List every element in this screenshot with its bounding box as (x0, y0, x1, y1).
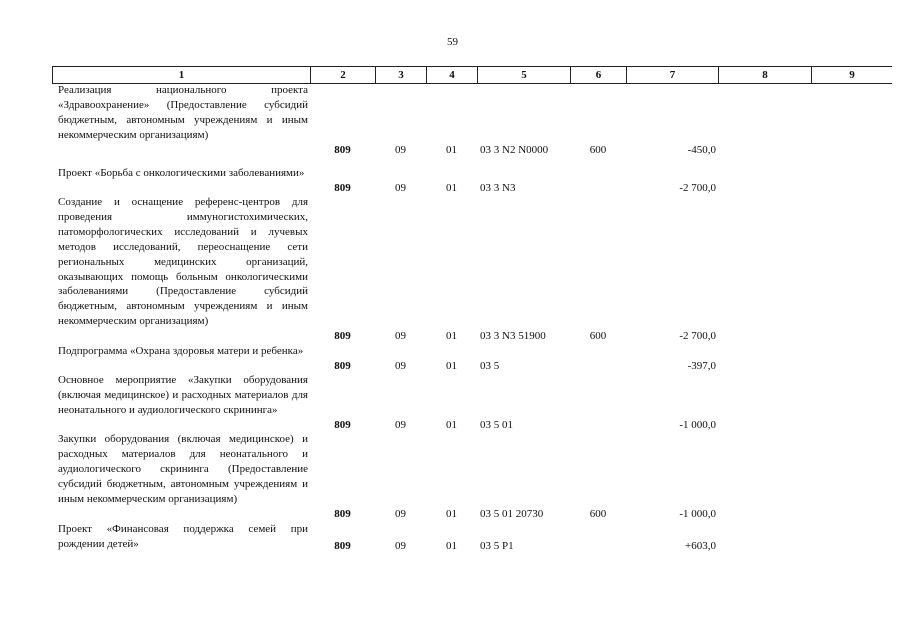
row-subsection: 01 (446, 330, 457, 342)
row-admin-code: 809 (334, 419, 351, 431)
row-admin-code: 809 (334, 360, 351, 372)
row-subsection: 01 (446, 508, 457, 520)
row-amount: -397,0 (687, 360, 716, 372)
row-section: 09 (395, 182, 406, 194)
row-section: 09 (395, 540, 406, 552)
row-description: Подпрограмма «Охрана здоровья матери и ребенка» (58, 345, 304, 357)
row-amount: -1 000,0 (679, 508, 716, 520)
row-target-article: 03 3 N3 (480, 182, 516, 194)
row-section: 09 (395, 508, 406, 520)
row-subsection: 01 (446, 144, 457, 156)
row-amount: -1 000,0 (679, 419, 716, 431)
header-col-4: 4 (426, 67, 477, 83)
row-amount: +603,0 (685, 540, 716, 552)
page-number: 59 (447, 36, 458, 48)
row-section: 09 (395, 144, 406, 156)
row-admin-code: 809 (334, 182, 351, 194)
row-target-article: 03 5 (480, 360, 500, 372)
row-description: Проект «Финансовая поддержка семей при рождении детей» (58, 523, 308, 550)
row-section: 09 (395, 419, 406, 431)
row-section: 09 (395, 330, 406, 342)
header-col-5: 5 (477, 67, 570, 83)
row-amount: -2 700,0 (679, 182, 716, 194)
row-target-article: 03 5 01 20730 (480, 508, 544, 520)
row-admin-code: 809 (334, 540, 351, 552)
row-description: Основное мероприятие «Закупки оборудования (включая медицинское) и расходных материалов для неонатального и аудиологического скрининга» (58, 374, 308, 416)
header-col-1: 1 (52, 67, 310, 83)
row-subsection: 01 (446, 419, 457, 431)
row-admin-code: 809 (334, 144, 351, 156)
row-target-article: 03 5 01 (480, 419, 513, 431)
row-amount: -450,0 (687, 144, 716, 156)
row-admin-code: 809 (334, 330, 351, 342)
header-col-6: 6 (570, 67, 626, 83)
table-header (52, 66, 892, 84)
row-admin-code: 809 (334, 508, 351, 520)
row-subsection: 01 (446, 182, 457, 194)
header-col-3: 3 (375, 67, 426, 83)
row-expense-type: 600 (589, 508, 607, 520)
row-description: Закупки оборудования (включая медицинское) и расходных материалов для неонатального и аудиологического скрининга (Предоставление субсидий бюджетным, автономным учреждениям и иным некоммерческим организациям) (58, 433, 308, 505)
row-target-article: 03 3 N2 N0000 (480, 144, 549, 156)
row-expense-type: 600 (589, 330, 607, 342)
row-description: Реализация национального проекта «Здравоохранение» (Предоставление субсидий бюджетным, автономным учреждениям и иным некоммерческим организациям) (58, 84, 308, 141)
row-expense-type: 600 (589, 144, 607, 156)
row-description: Проект «Борьба с онкологическими заболеваниями» (58, 167, 305, 179)
row-target-article: 03 3 N3 51900 (480, 330, 546, 342)
header-col-2: 2 (310, 67, 375, 83)
header-col-7: 7 (626, 67, 718, 83)
header-col-8: 8 (718, 67, 811, 83)
row-target-article: 03 5 P1 (480, 540, 514, 552)
row-subsection: 01 (446, 540, 457, 552)
row-section: 09 (395, 360, 406, 372)
row-amount: -2 700,0 (679, 330, 716, 342)
row-subsection: 01 (446, 360, 457, 372)
header-col-9: 9 (811, 67, 892, 83)
row-description: Создание и оснащение референс-центров для проведения иммуногистохимических, патоморфологических исследований и лучевых методов исследований, переоснащение сети региональных медицинских организаций, оказывающих помощь больным онкологическими заболеваниями (Предоставление субсидий бюджетным, автономным учреждениям и иным некоммерческим организациям) (58, 196, 308, 328)
